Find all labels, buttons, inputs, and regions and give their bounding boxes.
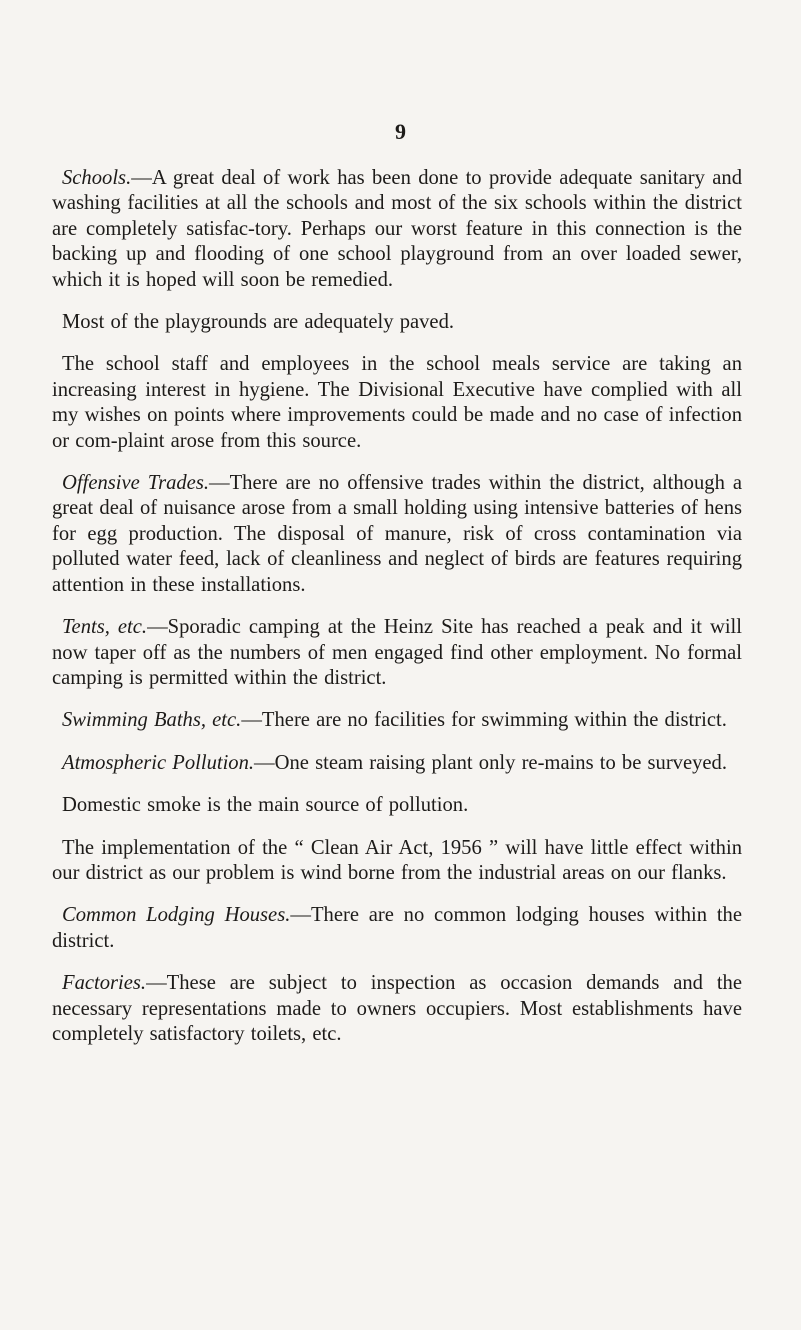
- section-heading-swimming-baths: Swimming Baths, etc.: [62, 709, 242, 732]
- paragraph-text: —There are no offensive trades within the district, although a great deal of nuisance arose from a small holding using intensive batteries of hens for egg production. The disposal of manure, risk of cross contamination via polluted water feed, lack of cleanliness and neglect of birds are features requiring attention in these installations.: [52, 472, 742, 596]
- paragraph-text: —One steam raising plant only re-mains to be surveyed.: [254, 751, 728, 774]
- paragraph-school-staff: [52, 352, 742, 454]
- paragraph-text: Domestic smoke is the main source of pollution.: [62, 794, 469, 817]
- paragraph-schools: [52, 166, 742, 293]
- paragraph-domestic-smoke: [52, 793, 742, 818]
- paragraph-text: —There are no facilities for swimming within the district.: [241, 709, 727, 732]
- paragraph-swimming-baths: [52, 708, 742, 733]
- paragraph-text: —There are no common lodging houses within the district.: [52, 904, 742, 952]
- paragraph-factories: [52, 971, 742, 1047]
- section-heading-atmospheric-pollution: Atmospheric Pollution.: [62, 751, 255, 774]
- paragraph-playgrounds: [52, 310, 742, 335]
- paragraph-common-lodging-houses: [52, 903, 742, 954]
- section-heading-offensive-trades: Offensive Trades.: [62, 472, 209, 495]
- paragraph-text: —A great deal of work has been done to provide adequate sanitary and washing facilities at all the schools and most of the six schools within the district are completely satisfac-tory. Perhaps our worst feature in this connection is the backing up and flooding of one school playground from an over loaded sewer, which it is hoped will soon be remedied.: [52, 167, 742, 291]
- section-heading-common-lodging-houses: Common Lodging Houses.: [62, 904, 291, 927]
- paragraph-text: Most of the playgrounds are adequately paved.: [62, 311, 455, 334]
- paragraph-offensive-trades: [52, 471, 742, 598]
- paragraph-text: —These are subject to inspection as occasion demands and the necessary representations made to owners occupiers. Most establishments have completely satisfactory toilets, etc.: [52, 972, 742, 1045]
- paragraph-text: —Sporadic camping at the Heinz Site has reached a peak and it will now taper off as the numbers of men engaged find other employment. No formal camping is permitted within the district.: [52, 616, 742, 689]
- section-heading-schools: Schools.: [62, 167, 132, 189]
- paragraph-text: The implementation of the “ Clean Air Act, 1956 ” will have little effect within our district as our problem is wind borne from the industrial areas on our flanks.: [52, 836, 742, 884]
- paragraph-text: The school staff and employees in the school meals service are taking an increasing interest in hygiene. The Divisional Executive have complied with all my wishes on points where improvements could be made and no case of infection or com-plaint arose from this source.: [52, 353, 742, 452]
- paragraph-atmospheric-pollution: [52, 751, 742, 776]
- page-number: 9: [395, 119, 406, 144]
- paragraph-tents: [52, 615, 742, 691]
- paragraph-clean-air-act: [52, 836, 742, 887]
- section-heading-tents: Tents, etc.: [62, 616, 148, 639]
- section-heading-factories: Factories.: [62, 972, 147, 995]
- document-body: [52, 166, 742, 1064]
